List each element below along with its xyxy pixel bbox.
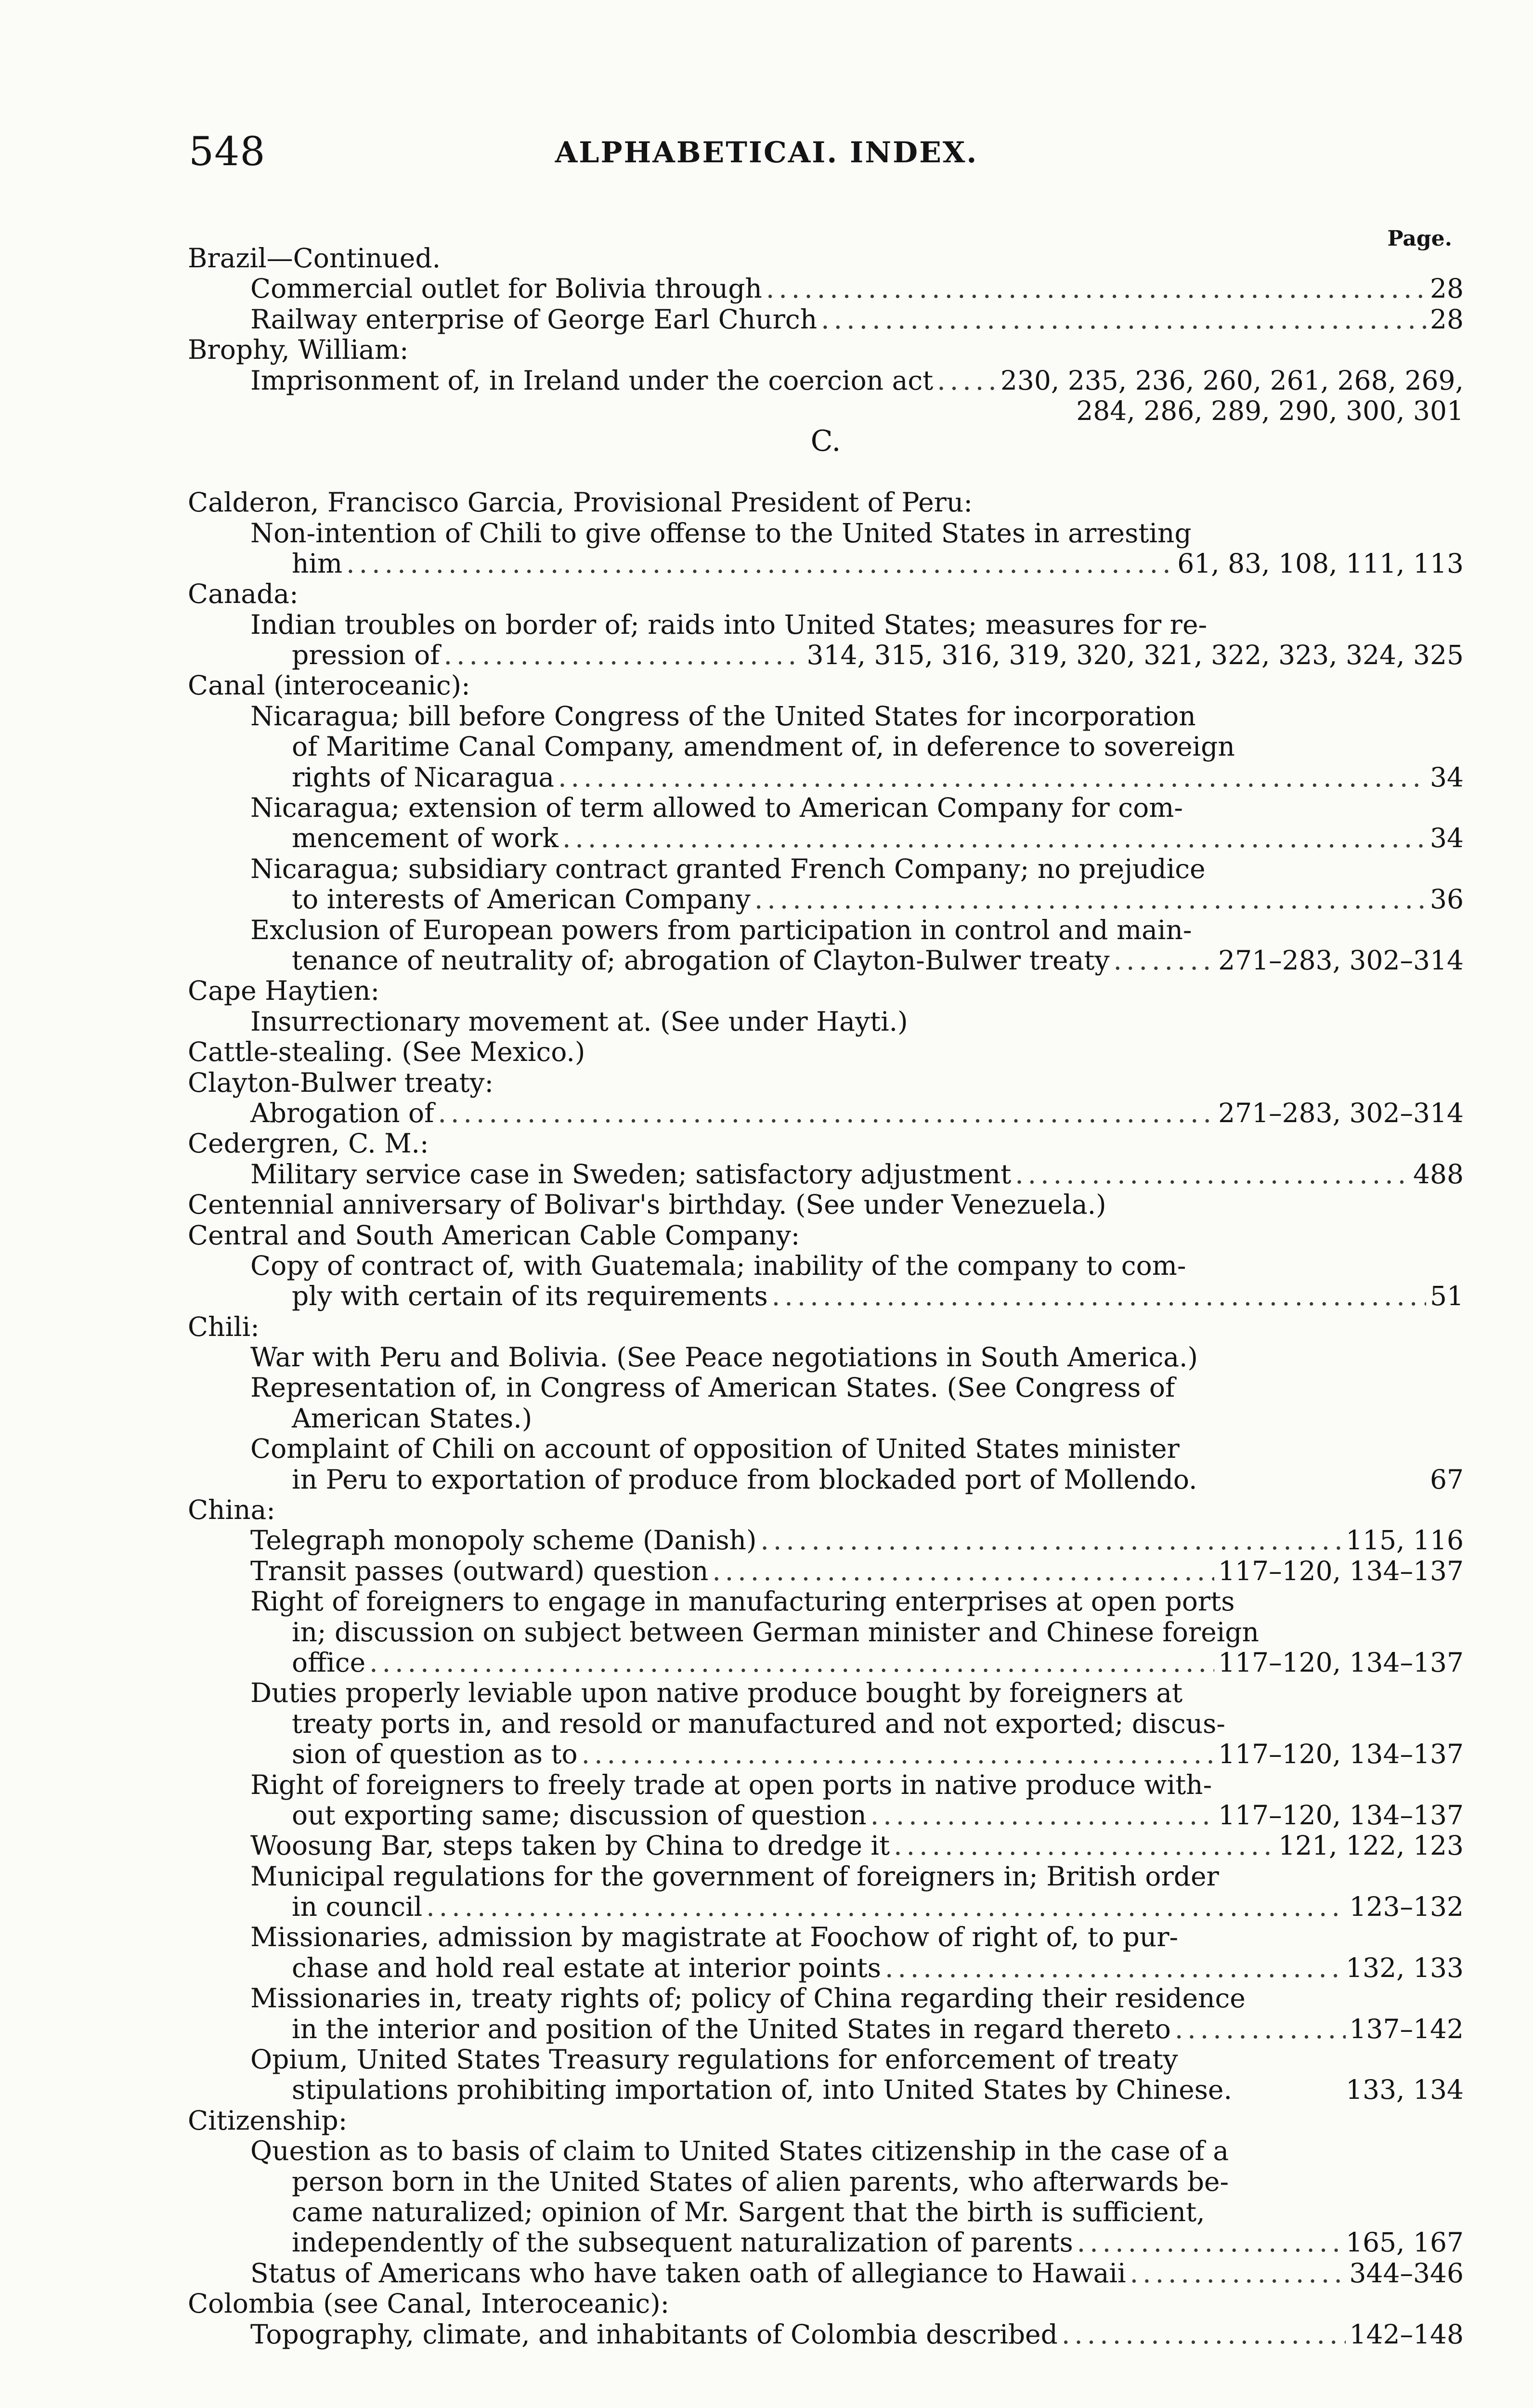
index-entry-line	[188, 1861, 1464, 1892]
index-entry-line	[188, 518, 1464, 549]
index-entry-line	[188, 762, 1464, 793]
entry-text: Centennial anniversary of Bolivar's birthday. (See under Venezuela.)	[188, 1189, 1106, 1220]
entry-text: Copy of contract of, with Guatemala; inability of the company to com-	[250, 1250, 1186, 1281]
index-entry-line	[188, 1007, 1464, 1037]
entry-text: Abrogation of	[250, 1097, 434, 1128]
index-entry-line	[188, 976, 1464, 1006]
entry-text: American States.)	[292, 1402, 533, 1434]
page-references: 271–283, 302–314	[1218, 944, 1464, 976]
entry-text: Transit passes (outward) question	[250, 1555, 709, 1586]
dot-leader	[558, 762, 1426, 793]
index-entry-line	[188, 335, 1464, 365]
entry-text: sion of question as to	[292, 1739, 578, 1770]
index-list	[188, 243, 1464, 2350]
index-entry-line	[188, 1434, 1464, 1464]
index-entry-line	[188, 1159, 1464, 1190]
entry-text: Representation of, in Congress of American States. (See Congress of	[250, 1372, 1175, 1403]
entry-text: ply with certain of its requirements	[292, 1281, 768, 1312]
entry-text: came naturalized; opinion of Mr. Sargent that the birth is sufficient,	[292, 2197, 1205, 2227]
index-entry-line	[188, 579, 1464, 609]
entry-text: stipulations prohibiting importation of, into United States by Chinese.	[292, 2074, 1232, 2106]
entry-text: Cedergren, C. M.:	[188, 1128, 429, 1159]
entry-text: in; discussion on subject between German minister and Chinese foreign	[292, 1616, 1259, 1648]
entry-text: Imprisonment of, in Ireland under the coercion act	[250, 365, 934, 396]
page-references: 284, 286, 289, 290, 300, 301	[1076, 395, 1464, 426]
page-references: 117–120, 134–137	[1218, 1647, 1464, 1678]
index-entry-line	[188, 1892, 1464, 1922]
index-entry-line	[188, 304, 1464, 335]
index-entry-line	[188, 1922, 1464, 1952]
entry-text: of Maritime Canal Company, amendment of, in deference to sovereign	[292, 731, 1235, 762]
index-entry-line	[188, 884, 1464, 915]
index-entry-line	[188, 274, 1464, 304]
index-entry-line	[188, 1983, 1464, 2014]
index-entry-line	[188, 2167, 1464, 2197]
page-references: 36	[1430, 884, 1464, 915]
index-entry-line	[188, 1770, 1464, 1800]
entry-text: out exporting same; discussion of question	[292, 1799, 867, 1831]
entry-text: Canal (interoceanic):	[188, 670, 470, 701]
entry-text: independently of the subsequent naturalization of parents	[292, 2227, 1073, 2258]
index-entry-line	[188, 366, 1464, 396]
index-entry-line	[188, 1617, 1464, 1648]
dot-leader	[369, 1648, 1214, 1678]
dot-leader	[885, 1953, 1342, 1983]
page-references: 117–120, 134–137	[1218, 1799, 1464, 1831]
dot-leader	[444, 640, 803, 670]
index-entry-line	[188, 1739, 1464, 1769]
page-references: 117–120, 134–137	[1218, 1555, 1464, 1586]
entry-text: office	[292, 1647, 366, 1678]
entry-text: Citizenship:	[188, 2105, 348, 2136]
entry-text: Non-intention of Chili to give offense to the United States in arresting	[250, 517, 1192, 549]
index-entry-line	[188, 1678, 1464, 1708]
index-entry-line	[188, 396, 1464, 426]
dot-leader	[766, 274, 1426, 304]
index-entry-line	[188, 945, 1464, 976]
entry-text: Insurrectionary movement at. (See under Hayti.)	[250, 1006, 908, 1037]
index-entry-line	[188, 2258, 1464, 2289]
entry-text: in Peru to exportation of produce from blockaded port of Mollendo.	[292, 1464, 1197, 1495]
dot-leader	[582, 1739, 1214, 1769]
index-entry-line	[188, 1251, 1464, 1281]
index-entry-line	[188, 1831, 1464, 1861]
page-references: 61, 83, 108, 111, 113	[1177, 548, 1464, 579]
index-entry-line	[188, 1465, 1464, 1495]
entry-text: Indian troubles on border of; raids into United States; measures for re-	[250, 609, 1208, 640]
dot-leader	[1130, 2258, 1346, 2289]
index-entry-line	[188, 732, 1464, 762]
entry-text: Missionaries in, treaty rights of; policy of China regarding their residence	[250, 1983, 1246, 2014]
page-references: 51	[1430, 1281, 1464, 1312]
entry-text: Right of foreigners to freely trade at open ports in native produce with-	[250, 1769, 1212, 1800]
dot-leader	[870, 1800, 1214, 1831]
dot-leader	[894, 1831, 1274, 1861]
page-references: 34	[1430, 761, 1464, 793]
entry-text: person born in the United States of alien parents, who afterwards be-	[292, 2166, 1229, 2197]
entry-text: Woosung Bar, steps taken by China to dredge it	[250, 1830, 890, 1861]
entry-text: Clayton-Bulwer treaty:	[188, 1067, 494, 1098]
index-entry-line	[188, 1312, 1464, 1342]
page-references: 28	[1430, 273, 1464, 304]
entry-text: Question as to basis of claim to United States citizenship in the case of a	[250, 2135, 1229, 2167]
index-entry-line	[188, 1403, 1464, 1434]
page-references: 132, 133	[1346, 1952, 1464, 1983]
index-entry-line	[188, 1586, 1464, 1617]
index-entry-line	[188, 1128, 1464, 1159]
index-entry-line	[188, 823, 1464, 853]
index-entry-line	[188, 1709, 1464, 1739]
index-entry-line	[188, 1953, 1464, 1983]
index-entry-line	[188, 1281, 1464, 1311]
index-entry-line	[188, 701, 1464, 732]
dot-leader	[937, 366, 997, 396]
entry-text: Status of Americans who have taken oath of allegiance to Hawaii	[250, 2257, 1126, 2289]
dot-leader	[1077, 2227, 1342, 2258]
entry-text: Right of foreigners to engage in manufacturing enterprises at open ports	[250, 1586, 1235, 1617]
entry-text: Canada:	[188, 578, 299, 610]
index-entry-line	[188, 1342, 1464, 1373]
entry-text: Central and South American Cable Company:	[188, 1219, 800, 1251]
blank-line	[188, 457, 1464, 487]
index-entry-line	[188, 1037, 1464, 1067]
dot-leader	[346, 549, 1173, 579]
page-references: 121, 122, 123	[1278, 1830, 1464, 1861]
index-entry-line	[188, 2197, 1464, 2227]
entry-text: in council	[292, 1891, 423, 1923]
index-entry-line	[188, 854, 1464, 884]
page-references: 142–148	[1349, 2318, 1464, 2350]
entry-text: to interests of American Company	[292, 884, 751, 915]
index-entry-line	[188, 1373, 1464, 1403]
section-letter	[188, 426, 1464, 457]
page-column-label: Page.	[1387, 226, 1452, 251]
section-letter-text: C.	[810, 424, 841, 458]
index-entry-line	[188, 2014, 1464, 2044]
entry-text: Municipal regulations for the government of foreigners in; British order	[250, 1860, 1219, 1892]
dot-leader	[562, 823, 1426, 853]
entry-text: tenance of neutrality of; abrogation of Clayton-Bulwer treaty	[292, 944, 1110, 976]
index-entry-line	[188, 1098, 1464, 1128]
index-entry-line	[188, 1068, 1464, 1098]
entry-text: Topography, climate, and inhabitants of Colombia described	[250, 2318, 1058, 2350]
dot-leader	[426, 1892, 1345, 1922]
index-entry-line	[188, 2075, 1464, 2105]
page-references: 115, 116	[1346, 1525, 1464, 1556]
page-references: 271–283, 302–314	[1218, 1097, 1464, 1128]
index-entry-line	[188, 1220, 1464, 1251]
dot-leader	[712, 1556, 1214, 1586]
index-entry-line	[188, 2044, 1464, 2075]
page-references: 67	[1430, 1464, 1464, 1495]
dot-leader	[772, 1281, 1426, 1311]
entry-text: Chili:	[188, 1311, 260, 1342]
index-entry-line	[188, 1556, 1464, 1586]
entry-text: Calderon, Francisco Garcia, Provisional President of Peru:	[188, 487, 973, 518]
entry-text: Exclusion of European powers from participation in control and main-	[250, 914, 1192, 945]
index-entry-line	[188, 1190, 1464, 1220]
entry-text: Cattle-stealing. (See Mexico.)	[188, 1036, 585, 1068]
index-entry-line	[188, 2319, 1464, 2350]
entry-text: mencement of work	[292, 823, 559, 854]
index-entry-line	[188, 1648, 1464, 1678]
index-entry-line	[188, 2106, 1464, 2136]
entry-text: China:	[188, 1494, 275, 1526]
page-number: 548	[189, 129, 266, 175]
dot-leader	[760, 1525, 1342, 1556]
entry-text: Railway enterprise of George Earl Church	[250, 303, 818, 335]
index-entry-line	[188, 1495, 1464, 1525]
index-entry-line	[188, 2289, 1464, 2319]
dot-leader	[754, 884, 1426, 915]
index-entry-line	[188, 1525, 1464, 1556]
entry-text: Opium, United States Treasury regulations for enforcement of treaty	[250, 2044, 1178, 2075]
entry-text: Duties properly leviable upon native produce bought by foreigners at	[250, 1677, 1183, 1709]
entry-text: chase and hold real estate at interior points	[292, 1952, 881, 1983]
entry-text: him	[292, 548, 343, 579]
page-references: 314, 315, 316, 319, 320, 321, 322, 323, 324, 325	[806, 640, 1464, 671]
entry-text: rights of Nicaragua	[292, 761, 555, 793]
page-references: 34	[1430, 823, 1464, 854]
page-references: 344–346	[1349, 2257, 1464, 2289]
dot-leader	[1062, 2319, 1346, 2350]
entry-text: Brophy, William:	[188, 334, 409, 366]
page-references: 230, 235, 236, 260, 261, 268, 269,	[1000, 365, 1464, 396]
entry-text: Nicaragua; bill before Congress of the United States for incorporation	[250, 700, 1196, 732]
entry-text: Telegraph monopoly scheme (Danish)	[250, 1525, 757, 1556]
page-references: 123–132	[1349, 1891, 1464, 1923]
page-references: 117–120, 134–137	[1218, 1739, 1464, 1770]
entry-text: pression of	[292, 640, 440, 671]
entry-text: Commercial outlet for Bolivia through	[250, 273, 762, 304]
dot-leader	[1175, 2014, 1346, 2044]
entry-text: Cape Haytien:	[188, 975, 380, 1007]
index-entry-line	[188, 610, 1464, 640]
entry-text: in the interior and position of the United States in regard thereto	[292, 2013, 1171, 2044]
index-entry-line	[188, 2136, 1464, 2166]
entry-text: War with Peru and Bolivia. (See Peace negotiations in South America.)	[250, 1342, 1198, 1373]
index-entry-line	[188, 487, 1464, 518]
index-entry-line	[188, 243, 1464, 274]
entry-text: Military service case in Sweden; satisfactory adjustment	[250, 1158, 1012, 1190]
page-references: 28	[1430, 303, 1464, 335]
index-entry-line	[188, 793, 1464, 823]
running-title: ALPHABETICAI. INDEX.	[555, 136, 978, 170]
page-references: 133, 134	[1346, 2074, 1464, 2106]
entry-text: treaty ports in, and resold or manufactured and not exported; discus-	[292, 1708, 1225, 1739]
index-entry-line	[188, 2227, 1464, 2258]
entry-text: Brazil—Continued.	[188, 243, 441, 274]
entry-text: Nicaragua; extension of term allowed to American Company for com-	[250, 792, 1183, 824]
index-entry-line	[188, 915, 1464, 945]
index-entry-line	[188, 1800, 1464, 1831]
dot-leader	[1114, 945, 1215, 976]
entry-text: Missionaries, admission by magistrate at Foochow of right of, to pur-	[250, 1922, 1179, 1953]
dot-leader	[1015, 1159, 1409, 1190]
dot-leader	[821, 304, 1426, 335]
entry-text: Colombia (see Canal, Interoceanic):	[188, 2288, 670, 2319]
page-references: 488	[1413, 1158, 1464, 1190]
index-entry-line	[188, 670, 1464, 701]
entry-text: Complaint of Chili on account of opposition of United States minister	[250, 1433, 1180, 1465]
page-references: 137–142	[1349, 2013, 1464, 2044]
page-references: 165, 167	[1346, 2227, 1464, 2258]
index-entry-line	[188, 640, 1464, 670]
dot-leader	[438, 1098, 1215, 1128]
index-entry-line	[188, 549, 1464, 579]
entry-text: Nicaragua; subsidiary contract granted French Company; no prejudice	[250, 853, 1206, 884]
